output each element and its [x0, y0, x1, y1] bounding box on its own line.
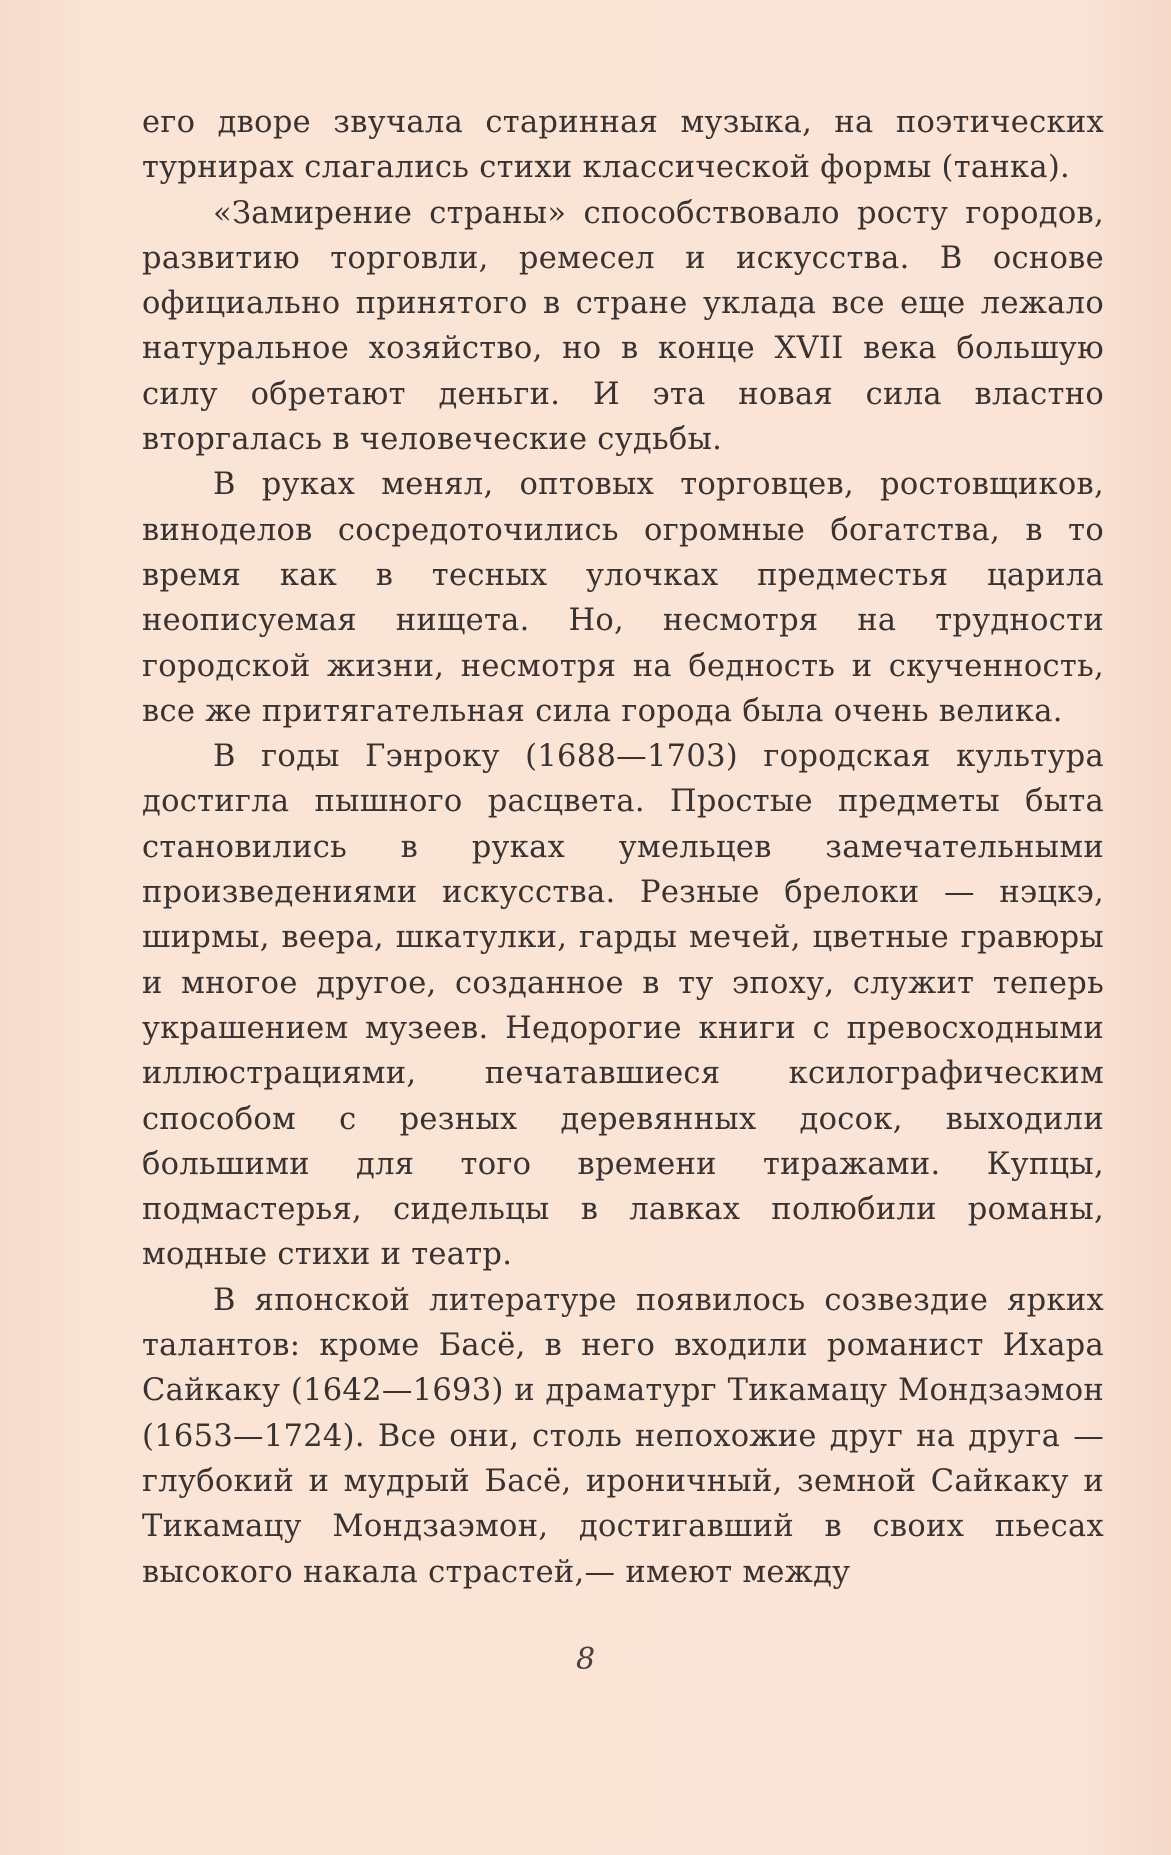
page-number: 8	[575, 1642, 596, 1677]
paragraph-1: его дворе звучала старинная музыка, на поэтических турнирах слагались стихи классической формы (танка).	[142, 105, 1104, 186]
paragraph-5: В японской литературе появилось созвездие ярких талантов: кроме Басё, в него входили романист Ихара Сайкаку (1642—1693) и драматург Тикамацу Мондзаэмон (1653—1724). Все они, столь непохожие друг на друга — глубокий и мудрый Басё, ироничный, земной Сайкаку и Тикамацу Мондзаэмон, достигавший в своих пьесах высокого накала страстей,— имеют между	[142, 1282, 1104, 1590]
paragraph-3: В руках менял, оптовых торговцев, ростовщиков, виноделов сосредоточились огромные богатства, в то время как в тесных улочках предместья царила неописуемая нищета. Но, несмотря на трудности городской жизни, несмотря на бедность и скученность, все же притягательная сила города была очень велика.	[142, 467, 1104, 729]
paragraph-2: «Замирение страны» способствовало росту городов, развитию торговли, ремесел и искусства. В основе официально принятого в стране уклада все еще лежало натуральное хозяйство, но в конце XVII века большую силу обретают деньги. И эта новая сила властно вторгалась в человеческие судьбы.	[142, 195, 1104, 458]
paragraph-4: В годы Гэнроку (1688—1703) городская культура достигла пышного расцвета. Простые предметы быта становились в руках умельцев замечательными произведениями искусства. Резные брелоки — нэцкэ, ширмы, веера, шкатулки, гарды мечей, цветные гравюры и многое другое, созданное в ту эпоху, служит теперь украшением музеев. Недорогие книги с превосходными иллюстрациями, печатавшиеся ксилографическим способом с резных деревянных досок, выходили большими для того времени тиражами. Купцы, подмастерья, сидельцы в лавках полюбили романы, модные стихи и театр.	[142, 739, 1104, 1273]
body-text	[142, 100, 1104, 1595]
